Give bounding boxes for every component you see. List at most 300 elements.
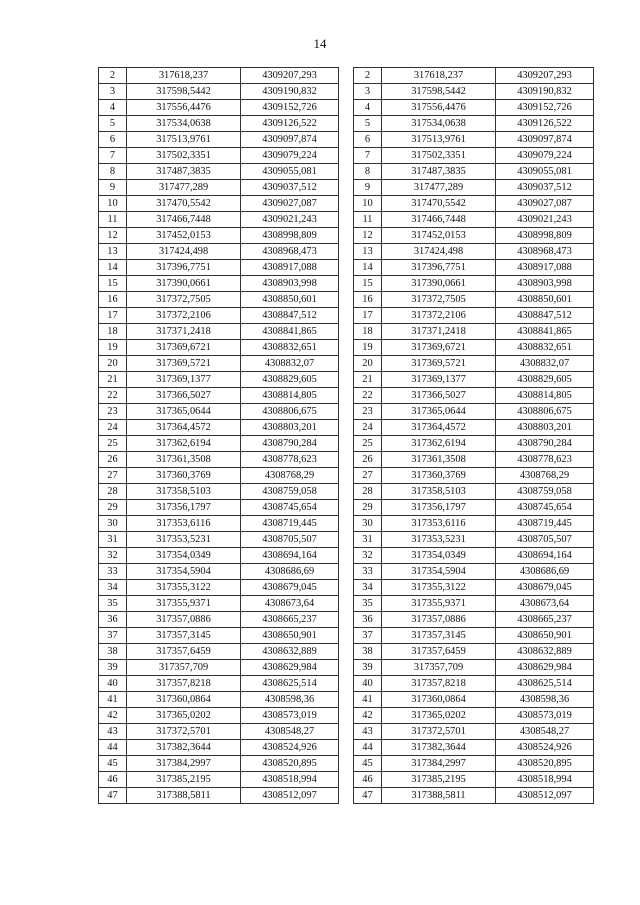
x-coordinate-cell: 317366,5027	[382, 388, 496, 404]
table-row	[99, 356, 339, 372]
y-coordinate-cell: 4308803,201	[496, 420, 594, 436]
y-coordinate-cell: 4308998,809	[496, 228, 594, 244]
y-coordinate-cell: 4309027,087	[496, 196, 594, 212]
table-row	[99, 372, 339, 388]
x-coordinate-cell: 317470,5542	[127, 196, 241, 212]
table-row	[354, 548, 594, 564]
x-coordinate-cell: 317357,709	[382, 660, 496, 676]
point-number-cell: 2	[354, 68, 382, 84]
table-row	[354, 68, 594, 84]
y-coordinate-cell: 4308850,601	[496, 292, 594, 308]
x-coordinate-cell: 317466,7448	[127, 212, 241, 228]
x-coordinate-cell: 317502,3351	[127, 148, 241, 164]
x-coordinate-cell: 317356,1797	[127, 500, 241, 516]
x-coordinate-cell: 317360,3769	[382, 468, 496, 484]
x-coordinate-cell: 317388,5811	[127, 788, 241, 804]
point-number-cell: 23	[99, 404, 127, 420]
y-coordinate-cell: 4308968,473	[496, 244, 594, 260]
point-number-cell: 21	[354, 372, 382, 388]
table-row	[354, 772, 594, 788]
point-number-cell: 40	[354, 676, 382, 692]
y-coordinate-cell: 4308629,984	[496, 660, 594, 676]
y-coordinate-cell: 4308629,984	[241, 660, 339, 676]
table-row	[99, 484, 339, 500]
y-coordinate-cell: 4308705,507	[241, 532, 339, 548]
x-coordinate-cell: 317390,0661	[127, 276, 241, 292]
x-coordinate-cell: 317372,7505	[127, 292, 241, 308]
table-row	[354, 308, 594, 324]
y-coordinate-cell: 4308790,284	[496, 436, 594, 452]
y-coordinate-cell: 4308917,088	[241, 260, 339, 276]
table-row	[99, 340, 339, 356]
point-number-cell: 30	[99, 516, 127, 532]
x-coordinate-cell: 317477,289	[127, 180, 241, 196]
point-number-cell: 37	[354, 628, 382, 644]
table-row	[99, 116, 339, 132]
table-row	[99, 404, 339, 420]
point-number-cell: 8	[354, 164, 382, 180]
x-coordinate-cell: 317372,2106	[382, 308, 496, 324]
table-row	[354, 436, 594, 452]
point-number-cell: 6	[99, 132, 127, 148]
y-coordinate-cell: 4308803,201	[241, 420, 339, 436]
x-coordinate-cell: 317355,9371	[127, 596, 241, 612]
x-coordinate-cell: 317355,3122	[382, 580, 496, 596]
point-number-cell: 25	[354, 436, 382, 452]
table-row	[354, 340, 594, 356]
point-number-cell: 43	[354, 724, 382, 740]
x-coordinate-cell: 317353,5231	[382, 532, 496, 548]
table-row	[354, 260, 594, 276]
x-coordinate-cell: 317369,1377	[382, 372, 496, 388]
x-coordinate-cell: 317534,0638	[127, 116, 241, 132]
x-coordinate-cell: 317371,2418	[127, 324, 241, 340]
y-coordinate-cell: 4308832,07	[241, 356, 339, 372]
x-coordinate-cell: 317362,6194	[382, 436, 496, 452]
y-coordinate-cell: 4308841,865	[241, 324, 339, 340]
y-coordinate-cell: 4308598,36	[496, 692, 594, 708]
table-row	[354, 132, 594, 148]
point-number-cell: 33	[99, 564, 127, 580]
table-row	[99, 228, 339, 244]
x-coordinate-cell: 317371,2418	[382, 324, 496, 340]
point-number-cell: 27	[354, 468, 382, 484]
y-coordinate-cell: 4309207,293	[496, 68, 594, 84]
point-number-cell: 28	[354, 484, 382, 500]
table-row	[99, 468, 339, 484]
x-coordinate-cell: 317382,3644	[127, 740, 241, 756]
x-coordinate-cell: 317534,0638	[382, 116, 496, 132]
x-coordinate-cell: 317365,0202	[382, 708, 496, 724]
x-coordinate-cell: 317556,4476	[382, 100, 496, 116]
table-row	[354, 724, 594, 740]
y-coordinate-cell: 4308806,675	[241, 404, 339, 420]
table-row	[354, 484, 594, 500]
table-row	[99, 564, 339, 580]
table-row	[354, 324, 594, 340]
y-coordinate-cell: 4309126,522	[241, 116, 339, 132]
table-row	[354, 212, 594, 228]
y-coordinate-cell: 4308694,164	[241, 548, 339, 564]
y-coordinate-cell: 4308745,654	[496, 500, 594, 516]
page-number: 14	[313, 36, 327, 51]
point-number-cell: 24	[354, 420, 382, 436]
table-row	[354, 180, 594, 196]
table-row	[354, 100, 594, 116]
point-number-cell: 16	[354, 292, 382, 308]
table-row	[354, 740, 594, 756]
table-row	[354, 388, 594, 404]
y-coordinate-cell: 4308917,088	[496, 260, 594, 276]
y-coordinate-cell: 4309055,081	[496, 164, 594, 180]
y-coordinate-cell: 4308968,473	[241, 244, 339, 260]
x-coordinate-cell: 317513,9761	[382, 132, 496, 148]
x-coordinate-cell: 317366,5027	[127, 388, 241, 404]
y-coordinate-cell: 4308705,507	[496, 532, 594, 548]
x-coordinate-cell: 317357,8218	[127, 676, 241, 692]
point-number-cell: 29	[99, 500, 127, 516]
table-row	[99, 148, 339, 164]
x-coordinate-cell: 317353,6116	[127, 516, 241, 532]
x-coordinate-cell: 317372,7505	[382, 292, 496, 308]
table-row	[99, 212, 339, 228]
point-number-cell: 43	[99, 724, 127, 740]
x-coordinate-cell: 317466,7448	[382, 212, 496, 228]
y-coordinate-cell: 4308650,901	[496, 628, 594, 644]
point-number-cell: 44	[354, 740, 382, 756]
table-row	[99, 164, 339, 180]
y-coordinate-cell: 4308778,623	[241, 452, 339, 468]
point-number-cell: 21	[99, 372, 127, 388]
x-coordinate-cell: 317360,0864	[382, 692, 496, 708]
x-coordinate-cell: 317424,498	[127, 244, 241, 260]
x-coordinate-cell: 317355,9371	[382, 596, 496, 612]
point-number-cell: 38	[99, 644, 127, 660]
y-coordinate-cell: 4308625,514	[496, 676, 594, 692]
y-coordinate-cell: 4308520,895	[241, 756, 339, 772]
table-row	[99, 612, 339, 628]
x-coordinate-cell: 317361,3508	[127, 452, 241, 468]
y-coordinate-cell: 4308650,901	[241, 628, 339, 644]
x-coordinate-cell: 317369,6721	[127, 340, 241, 356]
coordinates-table	[353, 67, 594, 804]
point-number-cell: 4	[99, 100, 127, 116]
y-coordinate-cell: 4308847,512	[496, 308, 594, 324]
point-number-cell: 3	[354, 84, 382, 100]
x-coordinate-cell: 317365,0202	[127, 708, 241, 724]
table-row	[99, 196, 339, 212]
y-coordinate-cell: 4309097,874	[496, 132, 594, 148]
point-number-cell: 44	[99, 740, 127, 756]
point-number-cell: 10	[99, 196, 127, 212]
y-coordinate-cell: 4309190,832	[496, 84, 594, 100]
point-number-cell: 45	[99, 756, 127, 772]
point-number-cell: 18	[99, 324, 127, 340]
point-number-cell: 41	[99, 692, 127, 708]
point-number-cell: 37	[99, 628, 127, 644]
point-number-cell: 40	[99, 676, 127, 692]
table-body-left	[99, 68, 339, 804]
y-coordinate-cell: 4308512,097	[241, 788, 339, 804]
point-number-cell: 7	[354, 148, 382, 164]
table-row	[354, 452, 594, 468]
table-row	[354, 516, 594, 532]
y-coordinate-cell: 4308719,445	[241, 516, 339, 532]
table-row	[99, 260, 339, 276]
y-coordinate-cell: 4309152,726	[496, 100, 594, 116]
y-coordinate-cell: 4308686,69	[241, 564, 339, 580]
y-coordinate-cell: 4308573,019	[241, 708, 339, 724]
y-coordinate-cell: 4309037,512	[496, 180, 594, 196]
x-coordinate-cell: 317556,4476	[127, 100, 241, 116]
x-coordinate-cell: 317360,0864	[127, 692, 241, 708]
table-row	[99, 756, 339, 772]
x-coordinate-cell: 317369,5721	[127, 356, 241, 372]
point-number-cell: 4	[354, 100, 382, 116]
point-number-cell: 33	[354, 564, 382, 580]
y-coordinate-cell: 4308832,07	[496, 356, 594, 372]
table-row	[99, 708, 339, 724]
point-number-cell: 19	[99, 340, 127, 356]
point-number-cell: 24	[99, 420, 127, 436]
point-number-cell: 41	[354, 692, 382, 708]
table-row	[354, 628, 594, 644]
y-coordinate-cell: 4308778,623	[496, 452, 594, 468]
point-number-cell: 47	[354, 788, 382, 804]
x-coordinate-cell: 317357,3145	[382, 628, 496, 644]
point-number-cell: 35	[99, 596, 127, 612]
y-coordinate-cell: 4308632,889	[496, 644, 594, 660]
point-number-cell: 27	[99, 468, 127, 484]
table-row	[354, 788, 594, 804]
point-number-cell: 18	[354, 324, 382, 340]
table-row	[354, 404, 594, 420]
table-row	[99, 244, 339, 260]
y-coordinate-cell: 4309079,224	[496, 148, 594, 164]
table-row	[99, 644, 339, 660]
point-number-cell: 22	[354, 388, 382, 404]
point-number-cell: 15	[99, 276, 127, 292]
x-coordinate-cell: 317470,5542	[382, 196, 496, 212]
y-coordinate-cell: 4308814,805	[241, 388, 339, 404]
table-row	[354, 580, 594, 596]
y-coordinate-cell: 4308903,998	[496, 276, 594, 292]
table-row	[99, 740, 339, 756]
point-number-cell: 16	[99, 292, 127, 308]
point-number-cell: 19	[354, 340, 382, 356]
x-coordinate-cell: 317452,0153	[127, 228, 241, 244]
y-coordinate-cell: 4309027,087	[241, 196, 339, 212]
point-number-cell: 7	[99, 148, 127, 164]
x-coordinate-cell: 317385,2195	[127, 772, 241, 788]
x-coordinate-cell: 317477,289	[382, 180, 496, 196]
table-row	[99, 68, 339, 84]
y-coordinate-cell: 4308512,097	[496, 788, 594, 804]
point-number-cell: 28	[99, 484, 127, 500]
table-row	[354, 228, 594, 244]
y-coordinate-cell: 4308686,69	[496, 564, 594, 580]
x-coordinate-cell: 317356,1797	[382, 500, 496, 516]
x-coordinate-cell: 317357,6459	[382, 644, 496, 660]
x-coordinate-cell: 317357,6459	[127, 644, 241, 660]
y-coordinate-cell: 4308841,865	[496, 324, 594, 340]
y-coordinate-cell: 4308832,651	[241, 340, 339, 356]
x-coordinate-cell: 317354,5904	[127, 564, 241, 580]
y-coordinate-cell: 4308768,29	[496, 468, 594, 484]
x-coordinate-cell: 317424,498	[382, 244, 496, 260]
table-row	[354, 644, 594, 660]
table-row	[99, 292, 339, 308]
table-row	[354, 420, 594, 436]
point-number-cell: 46	[354, 772, 382, 788]
x-coordinate-cell: 317354,0349	[382, 548, 496, 564]
table-row	[99, 324, 339, 340]
x-coordinate-cell: 317354,0349	[127, 548, 241, 564]
point-number-cell: 14	[354, 260, 382, 276]
x-coordinate-cell: 317360,3769	[127, 468, 241, 484]
y-coordinate-cell: 4308832,651	[496, 340, 594, 356]
point-number-cell: 12	[99, 228, 127, 244]
y-coordinate-cell: 4308679,045	[241, 580, 339, 596]
y-coordinate-cell: 4308829,605	[496, 372, 594, 388]
point-number-cell: 20	[99, 356, 127, 372]
x-coordinate-cell: 317364,4572	[382, 420, 496, 436]
y-coordinate-cell: 4309021,243	[496, 212, 594, 228]
point-number-cell: 2	[99, 68, 127, 84]
table-row	[354, 612, 594, 628]
x-coordinate-cell: 317396,7751	[127, 260, 241, 276]
y-coordinate-cell: 4308548,27	[241, 724, 339, 740]
x-coordinate-cell: 317365,0644	[382, 404, 496, 420]
x-coordinate-cell: 317372,2106	[127, 308, 241, 324]
point-number-cell: 17	[99, 308, 127, 324]
y-coordinate-cell: 4308520,895	[496, 756, 594, 772]
point-number-cell: 10	[354, 196, 382, 212]
table-row	[354, 564, 594, 580]
y-coordinate-cell: 4308598,36	[241, 692, 339, 708]
point-number-cell: 39	[99, 660, 127, 676]
point-number-cell: 26	[99, 452, 127, 468]
table-row	[99, 308, 339, 324]
x-coordinate-cell: 317618,237	[382, 68, 496, 84]
y-coordinate-cell: 4308524,926	[241, 740, 339, 756]
x-coordinate-cell: 317385,2195	[382, 772, 496, 788]
x-coordinate-cell: 317487,3835	[382, 164, 496, 180]
table-row	[354, 676, 594, 692]
table-row	[354, 292, 594, 308]
table-body-right	[354, 68, 594, 804]
x-coordinate-cell: 317369,5721	[382, 356, 496, 372]
x-coordinate-cell: 317372,5701	[127, 724, 241, 740]
x-coordinate-cell: 317362,6194	[127, 436, 241, 452]
y-coordinate-cell: 4308850,601	[241, 292, 339, 308]
x-coordinate-cell: 317396,7751	[382, 260, 496, 276]
coordinates-table-right	[353, 67, 594, 804]
table-row	[99, 692, 339, 708]
table-row	[354, 148, 594, 164]
table-row	[99, 388, 339, 404]
point-number-cell: 34	[99, 580, 127, 596]
x-coordinate-cell: 317513,9761	[127, 132, 241, 148]
y-coordinate-cell: 4308573,019	[496, 708, 594, 724]
point-number-cell: 3	[99, 84, 127, 100]
point-number-cell: 23	[354, 404, 382, 420]
point-number-cell: 32	[354, 548, 382, 564]
table-row	[99, 84, 339, 100]
x-coordinate-cell: 317358,5103	[382, 484, 496, 500]
x-coordinate-cell: 317487,3835	[127, 164, 241, 180]
x-coordinate-cell: 317390,0661	[382, 276, 496, 292]
table-row	[354, 116, 594, 132]
y-coordinate-cell: 4308673,64	[241, 596, 339, 612]
point-number-cell: 29	[354, 500, 382, 516]
point-number-cell: 8	[99, 164, 127, 180]
table-row	[99, 420, 339, 436]
x-coordinate-cell: 317502,3351	[382, 148, 496, 164]
x-coordinate-cell: 317355,3122	[127, 580, 241, 596]
point-number-cell: 20	[354, 356, 382, 372]
point-number-cell: 9	[354, 180, 382, 196]
y-coordinate-cell: 4308790,284	[241, 436, 339, 452]
x-coordinate-cell: 317365,0644	[127, 404, 241, 420]
point-number-cell: 22	[99, 388, 127, 404]
y-coordinate-cell: 4309207,293	[241, 68, 339, 84]
y-coordinate-cell: 4308665,237	[241, 612, 339, 628]
point-number-cell: 30	[354, 516, 382, 532]
point-number-cell: 42	[354, 708, 382, 724]
coordinates-table-left	[98, 67, 339, 804]
y-coordinate-cell: 4308719,445	[496, 516, 594, 532]
table-row	[354, 276, 594, 292]
table-row	[354, 596, 594, 612]
point-number-cell: 13	[354, 244, 382, 260]
point-number-cell: 5	[354, 116, 382, 132]
table-row	[99, 132, 339, 148]
table-row	[354, 84, 594, 100]
point-number-cell: 36	[99, 612, 127, 628]
table-row	[99, 500, 339, 516]
y-coordinate-cell: 4309021,243	[241, 212, 339, 228]
y-coordinate-cell: 4308632,889	[241, 644, 339, 660]
point-number-cell: 13	[99, 244, 127, 260]
y-coordinate-cell: 4308829,605	[241, 372, 339, 388]
table-row	[99, 788, 339, 804]
x-coordinate-cell: 317598,5442	[127, 84, 241, 100]
y-coordinate-cell: 4308518,994	[496, 772, 594, 788]
point-number-cell: 34	[354, 580, 382, 596]
point-number-cell: 15	[354, 276, 382, 292]
x-coordinate-cell: 317361,3508	[382, 452, 496, 468]
table-row	[99, 772, 339, 788]
point-number-cell: 39	[354, 660, 382, 676]
table-row	[99, 436, 339, 452]
point-number-cell: 11	[99, 212, 127, 228]
point-number-cell: 11	[354, 212, 382, 228]
y-coordinate-cell: 4308694,164	[496, 548, 594, 564]
point-number-cell: 12	[354, 228, 382, 244]
y-coordinate-cell: 4308847,512	[241, 308, 339, 324]
table-row	[354, 468, 594, 484]
x-coordinate-cell: 317372,5701	[382, 724, 496, 740]
y-coordinate-cell: 4308759,058	[496, 484, 594, 500]
point-number-cell: 35	[354, 596, 382, 612]
table-row	[99, 724, 339, 740]
x-coordinate-cell: 317384,2997	[382, 756, 496, 772]
y-coordinate-cell: 4308679,045	[496, 580, 594, 596]
y-coordinate-cell: 4308524,926	[496, 740, 594, 756]
x-coordinate-cell: 317598,5442	[382, 84, 496, 100]
point-number-cell: 6	[354, 132, 382, 148]
